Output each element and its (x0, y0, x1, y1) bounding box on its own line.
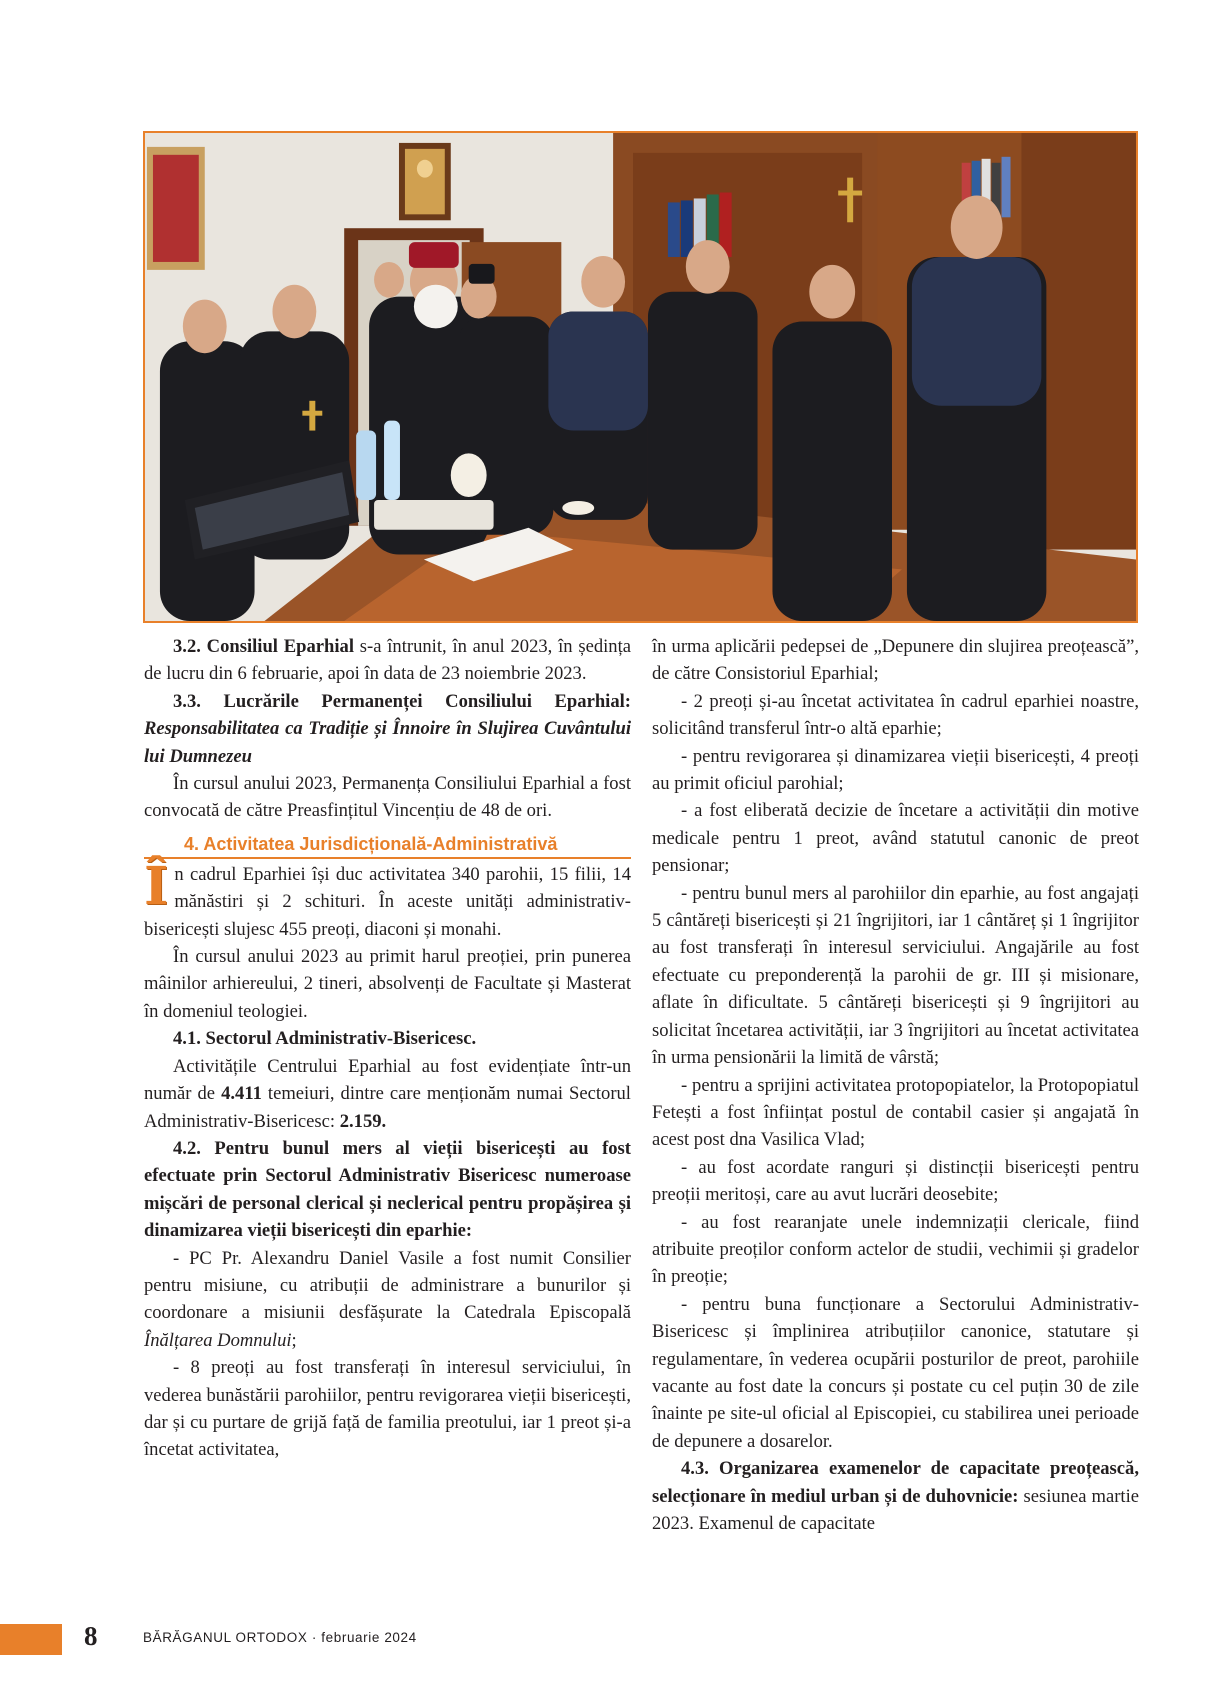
paragraph-incetare: - a fost eliberată decizie de încetare a activității din motive medicale pentru 1 preot, având statutul canonic de preot pensionar; (652, 800, 1139, 877)
paragraph-angajari: - pentru bunul mers al parohiilor din eparhie, au fost angajați 5 cântăreți bisericești și 21 îngrijitori, iar 1 cântăreț și 1 îngrijitor au fost transferați în interesul serviciului. Angajările au fost efectuate cu preponderență la parohii de gr. III și misionare, aflate în dificultate. 5 cântăreți bisericești și 9 îngrijitori au solicitat încetarea activității, iar 3 îngrijitori au încetat activitatea în urma pensionării la limită de vârstă; (652, 882, 1139, 1069)
paragraph-transfer: - 2 preoți și-au încetat activitatea în cadrul eparhiei noastre, solicitând transferul într-o altă eparhie; (652, 690, 1139, 740)
paragraph-permanenta-text: În cursul anului 2023, Permanența Consiliului Eparhial a fost convocată de către Preasfințitul Vincențiu de 48 de ori. (144, 773, 631, 822)
text-3-2: s-a întrunit, în anul 2023, în ședința de lucru din 6 februarie, apoi în data de 23 noiembrie 2023. (144, 636, 631, 685)
paragraph-protopopiate: - pentru a sprijini activitatea protopopiatelor, la Protopopiatul Fetești a fost înființat postul de contabil casier și angajată în acest post dna Vasilica Vlad; (652, 1074, 1139, 1151)
paragraph-pc-vasile (144, 1245, 631, 1355)
heading-4-1: 4.1. Sectorul Administrativ-Bisericesc. (173, 1028, 477, 1050)
paragraph-eparhie-intro (144, 855, 631, 943)
meeting-photo (143, 131, 1138, 623)
number-sector: 2.159. (339, 1110, 387, 1132)
right-column (652, 633, 1139, 1537)
dropcap: Î (144, 855, 169, 917)
paragraph-consiliul-eparhial (144, 633, 631, 688)
footer-publication: BĂRĂGANUL ORTODOX · februarie 2024 (143, 1630, 417, 1645)
left-column (144, 633, 631, 1464)
text-vasile-end: ; (291, 1329, 297, 1351)
paragraph-concurs: - pentru buna funcționare a Sectorului Administrativ-Bisericesc și împlinirea atribuțiilor canonice, statutare și regulamentare, în vederea ocupării posturilor de preot, parohiile vacante au fost date la concurs și postate cu cel puțin 30 de zile înainte pe site-ul oficial al Episcopiei, cu stabilirea unei perioade de depunere a dosarelor. (652, 1293, 1139, 1452)
page-number: 8 (84, 1621, 98, 1651)
paragraph-preoti-transferati: - 8 preoți au fost transferați în interesul serviciului, în vederea bunăstării parohiilor, pentru revigorarea vieții bisericești, dar și cu purtare de grijă față de familia preotului, iar 1 preot și-a încetat activitatea, (144, 1357, 631, 1461)
number-temeiuri: 4.411 (221, 1083, 262, 1105)
paragraph-depunere: în urma aplicării pedepsei de „Depunere din slujirea preoțească”, de către Consistoriul Eparhial; (652, 636, 1139, 685)
paragraph-indemnizatii: - au fost rearanjate unele indemnizații clericale, fiind atribuite preoților conform actelor de studii, vechimii și gradelor în preoție; (652, 1211, 1139, 1288)
paragraph-examene (652, 1455, 1139, 1537)
text-4-3: sesiunea martie 2023. Examenul de capacitate (652, 1485, 1139, 1534)
heading-3-2: 3.2. Consiliul Eparhial (173, 636, 355, 657)
title-3-3: Responsabilitatea ca Tradiție și Înnoire în Slujirea Cuvântului lui Dumnezeu (144, 718, 631, 767)
heading-4-2: 4.2. Pentru bunul mers al vieții bisericești au fost efectuate prin Sectorul Administrativ Bisericesc numeroase mișcări de personal clerical și neclerical pentru propășirea și dinamizarea vieții bisericești din eparhie: (144, 1137, 631, 1242)
meeting-photo-illustration (145, 133, 1136, 621)
text-4-1-b: temeiuri, dintre care menționăm numai Sectorul Administrativ-Bisericesc: (144, 1083, 631, 1132)
paragraph-harul-preotiei: În cursul anului 2023 au primit harul preoției, prin punerea mâinilor arhiereului, 2 tineri, absolvenți de Facultate și Masterat în domeniul teologiei. (144, 946, 631, 1022)
paragraph-ranguri: - au fost acordate ranguri și distincții bisericești pentru preoții meritoși, care au avut lucrări deosebite; (652, 1156, 1139, 1206)
paragraph-centrul-eparhial (144, 1053, 631, 1135)
heading-3-3: 3.3. Lucrările Permanenței Consiliului Eparhial: (173, 690, 631, 712)
footer-accent-bar (0, 1624, 62, 1655)
section-heading: 4. Activitatea Jurisdicțională-Administrativă (144, 831, 631, 859)
text-catedrala: Înălțarea Domnului (144, 1329, 292, 1351)
paragraph-oficiu-parohial: - pentru revigorarea și dinamizarea vieții bisericești, 4 preoți au primit oficiul parohial; (652, 745, 1139, 795)
heading-4-3: 4.3. Organizarea examenelor de capacitate preoțească, selecționare în mediul urban și de duhovnicie: (652, 1458, 1139, 1507)
text-eparhie-intro: n cadrul Eparhiei își duc activitatea 340 parohii, 15 filii, 14 mănăstiri și 2 schituri. În aceste unități administrativ-bisericești slujesc 455 preoți, diaconi și monahi. (144, 863, 631, 940)
paragraph-permanenta (144, 688, 631, 770)
text-vasile: - PC Pr. Alexandru Daniel Vasile a fost numit Consilier pentru misiune, cu atribuții de administrare a bunurilor și coordonare a misiunii desfășurate la Catedrala Episcopală (144, 1247, 631, 1324)
text-4-1-a: Activitățile Centrului Eparhial au fost evidențiate într-un număr de (144, 1055, 631, 1105)
